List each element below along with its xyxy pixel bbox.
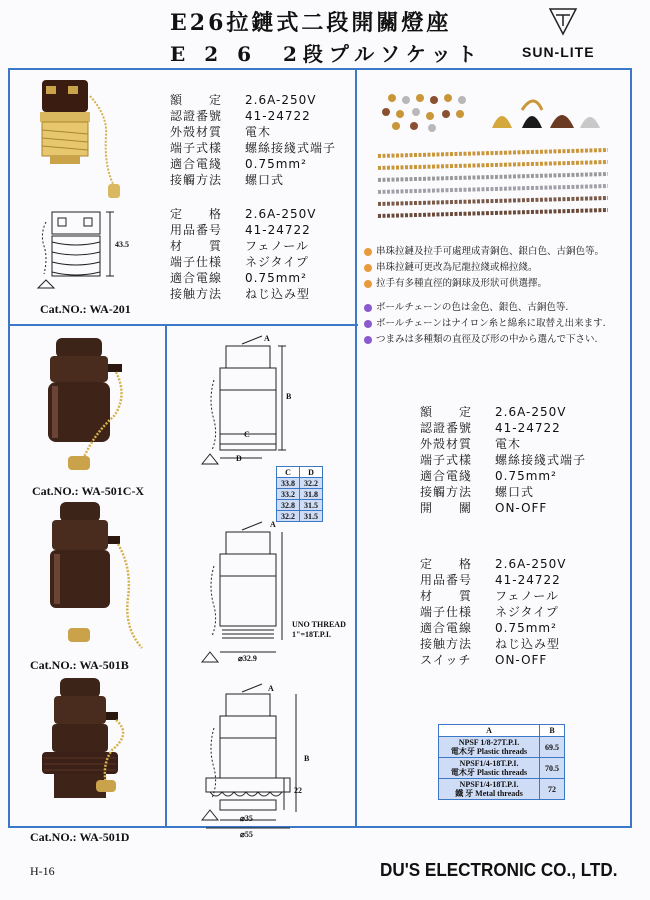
catalog-number-wa501c-x: Cat.NO.: WA-501C-X	[32, 484, 145, 498]
spec-value: 2.6A-250V	[245, 93, 317, 107]
spec-key: 端子仕様	[170, 255, 223, 269]
spec-key: 認證番號	[420, 421, 473, 435]
spec-row	[420, 452, 586, 468]
spec-row	[420, 500, 586, 516]
cd-cell: 32.2	[300, 478, 323, 489]
spec-row	[420, 468, 586, 484]
bead-chain-samples-photo	[372, 88, 622, 218]
brand-name: SUN-LITE	[522, 44, 595, 60]
spec-key: 額 定	[420, 405, 473, 419]
spec-key: 外殼材質	[420, 437, 473, 451]
cd-cell: 33.8	[277, 478, 300, 489]
divider-left-column	[165, 324, 167, 828]
bullet-icon	[364, 320, 372, 328]
cd-header-c: C	[277, 467, 300, 478]
product-photo-wa501b	[32, 498, 152, 654]
spec-value: 螺口式	[245, 173, 285, 187]
spec-value: 0.75mm²	[495, 621, 557, 635]
cd-cell: 31.5	[300, 500, 323, 511]
spec-key: 適合電線	[420, 621, 473, 635]
ab-cell-a-line2: 鐵 牙 Metal threads	[455, 789, 523, 798]
cd-header-d: D	[300, 467, 323, 478]
note-item	[364, 260, 606, 276]
spec-value: ON-OFF	[495, 501, 548, 515]
spec-value: 41-24722	[495, 573, 561, 587]
thread-note-line2: 1"=18T.P.I.	[292, 630, 332, 639]
spec-key: 額 定	[170, 93, 223, 107]
note-text: ボールチェーンはナイロン糸と綿糸に取替え出来ます.	[376, 318, 606, 329]
note-text: つまみは多種類の直徑及び形の中から選んで下さい.	[376, 334, 598, 345]
notes-list	[364, 244, 606, 348]
catalog-number-wa501d: Cat.NO.: WA-501D	[30, 830, 130, 844]
bullet-icon	[364, 304, 372, 312]
dimension-label-32-9: ⌀32.9	[238, 654, 257, 663]
spec-value: 41-24722	[245, 109, 311, 123]
divider-top-vertical	[355, 68, 357, 326]
spec-value: ねじ込み型	[245, 287, 311, 301]
product-photo-wa501d	[32, 674, 152, 824]
ab-cell-a-line1: NPSF1/4-18T.P.I.	[459, 780, 519, 789]
spec-value: 41-24722	[245, 223, 311, 237]
drawing-wa501d	[180, 682, 350, 832]
spec-key: 端子仕様	[420, 605, 473, 619]
label-b-1: B	[286, 392, 292, 401]
spec-key: 用品番号	[420, 573, 473, 587]
bullet-icon	[364, 280, 372, 288]
dimension-label-55: ⌀55	[240, 830, 253, 839]
note-text: 串珠拉鏈可更改為尼龍拉綫或棉拉綫。	[376, 262, 538, 273]
note-item	[364, 276, 606, 292]
spec-row	[170, 254, 316, 270]
spec-key: 用品番号	[170, 223, 223, 237]
spec-row	[420, 404, 586, 420]
spec-key: 適合電線	[170, 271, 223, 285]
spec-value: 0.75mm²	[245, 271, 307, 285]
spec-value: 2.6A-250V	[245, 207, 317, 221]
page-number: H-16	[30, 864, 55, 878]
spec-key: 端子式樣	[420, 453, 473, 467]
dimension-label-43-5: 43.5	[115, 240, 129, 249]
label-d-1: D	[236, 454, 242, 463]
spec-key: 接觸方法	[170, 173, 223, 187]
spec-key: 外殼材質	[170, 125, 223, 139]
spec-row	[420, 620, 566, 636]
spec-row	[420, 484, 586, 500]
spec-key: 開 關	[420, 501, 473, 515]
spec-key: スイッチ	[420, 653, 472, 667]
divider-middle-column	[355, 324, 357, 828]
note-text: 拉手有多種直徑的銅球及形狀可供選擇。	[376, 278, 548, 289]
spec-value: 41-24722	[495, 421, 561, 435]
spec-row	[170, 270, 316, 286]
spec-value: 0.75mm²	[495, 469, 557, 483]
cd-cell: 33.2	[277, 489, 300, 500]
spec-key: 定 格	[420, 557, 473, 571]
spec-value: 電木	[245, 125, 272, 139]
ab-cell-b: 70.5	[540, 758, 565, 779]
ab-header-a: A	[439, 725, 540, 737]
spec-row	[170, 172, 336, 188]
sun-lite-logo-icon	[548, 6, 578, 36]
spec-value: 螺口式	[495, 485, 535, 499]
thread-note-line1: UNO THREAD	[292, 620, 346, 629]
spec-list-japanese-1	[170, 206, 316, 302]
company-name: DU'S ELECTRONIC CO., LTD.	[380, 860, 618, 880]
ab-cell-b: 69.5	[540, 737, 565, 758]
spec-row	[170, 92, 336, 108]
ab-cell-a-line2: 電木牙 Plastic threads	[450, 747, 528, 756]
title-japanese: E 2 6 2段プルソケット	[170, 42, 483, 66]
spec-key: 端子式樣	[170, 141, 223, 155]
spec-list-chinese-2	[420, 404, 586, 516]
cd-cell: 32.8	[277, 500, 300, 511]
ab-cell-a	[439, 758, 540, 779]
ab-cell-a-line1: NPSF1/4-18T.P.I.	[459, 759, 519, 768]
cd-dimension-table	[276, 466, 323, 522]
thread-dimension-table	[438, 724, 565, 800]
spec-value: 2.6A-250V	[495, 557, 567, 571]
spec-row	[420, 636, 566, 652]
spec-row	[170, 108, 336, 124]
bullet-icon	[364, 336, 372, 344]
ab-cell-a	[439, 737, 540, 758]
spec-row	[420, 556, 566, 572]
spec-key: 定 格	[170, 207, 223, 221]
spec-value: ネジタイプ	[245, 255, 309, 269]
spec-row	[420, 436, 586, 452]
spec-key: 材 質	[170, 239, 223, 253]
note-text: ボールチェーンの色は金色、銀色、古銅色等.	[376, 302, 569, 313]
product-photo-wa501c-x	[32, 336, 142, 478]
spec-row	[420, 652, 566, 668]
spec-key: 接触方法	[170, 287, 223, 301]
spec-key: 接触方法	[420, 637, 473, 651]
title-chinese: E26拉鏈式二段開關燈座	[170, 10, 452, 36]
spec-value: 2.6A-250V	[495, 405, 567, 419]
spec-row	[420, 420, 586, 436]
drawing-wa501c-x	[180, 334, 350, 474]
spec-value: 0.75mm²	[245, 157, 307, 171]
spec-key: 適合電綫	[170, 157, 223, 171]
note-item	[364, 316, 606, 332]
spec-key: 材 質	[420, 589, 473, 603]
note-item	[364, 244, 606, 260]
spec-value: ネジタイプ	[495, 605, 559, 619]
spec-key: 認證番號	[170, 109, 223, 123]
dimension-label-35: ⌀35	[240, 814, 253, 823]
spec-row	[170, 222, 316, 238]
label-c-1: C	[244, 430, 250, 439]
catalog-number-wa501b: Cat.NO.: WA-501B	[30, 658, 129, 672]
label-b-3: B	[304, 754, 310, 763]
spec-row	[170, 286, 316, 302]
bullet-icon	[364, 264, 372, 272]
cd-cell: 32.2	[277, 511, 300, 522]
spec-value: ねじ込み型	[495, 637, 561, 651]
spec-row	[170, 156, 336, 172]
spec-value: 螺絲接綫式端子	[245, 141, 337, 155]
ab-cell-b: 72	[540, 779, 565, 800]
catalog-number-wa201: Cat.NO.: WA-201	[40, 302, 131, 316]
note-text: 串珠拉鏈及拉手可處理成青銅色、銀白色、古銅色等。	[376, 246, 605, 257]
spec-list-japanese-2	[420, 556, 566, 668]
label-a-3: A	[268, 684, 274, 693]
spec-row	[170, 238, 316, 254]
spec-value: 螺絲接綫式端子	[495, 453, 587, 467]
spec-value: ON-OFF	[495, 653, 548, 667]
spec-value: フェノール	[245, 239, 310, 253]
note-item	[364, 332, 606, 348]
spec-key: 接觸方法	[420, 485, 473, 499]
note-item	[364, 300, 606, 316]
spec-row	[170, 140, 336, 156]
ab-cell-a-line1: NPSF 1/8-27T.P.I.	[458, 738, 520, 747]
spec-row	[420, 572, 566, 588]
dimension-label-22: 22	[294, 786, 302, 795]
spec-value: 電木	[495, 437, 522, 451]
spec-row	[420, 604, 566, 620]
drawing-wa501b	[180, 520, 350, 670]
spec-row	[170, 206, 316, 222]
ab-cell-a	[439, 779, 540, 800]
ab-header-b: B	[540, 725, 565, 737]
spec-row	[420, 588, 566, 604]
cd-cell: 31.5	[300, 511, 323, 522]
divider-horizontal	[8, 324, 358, 326]
ab-cell-a-line2: 電木牙 Plastic threads	[450, 768, 528, 777]
product-photo-wa201	[28, 76, 138, 208]
drawing-wa201	[30, 210, 140, 302]
spec-value: フェノール	[495, 589, 560, 603]
cd-cell: 31.8	[300, 489, 323, 500]
spec-list-chinese-1	[170, 92, 336, 188]
spec-row	[170, 124, 336, 140]
bullet-icon	[364, 248, 372, 256]
spec-key: 適合電綫	[420, 469, 473, 483]
label-a-1: A	[264, 334, 270, 343]
label-a-2: A	[270, 520, 276, 529]
